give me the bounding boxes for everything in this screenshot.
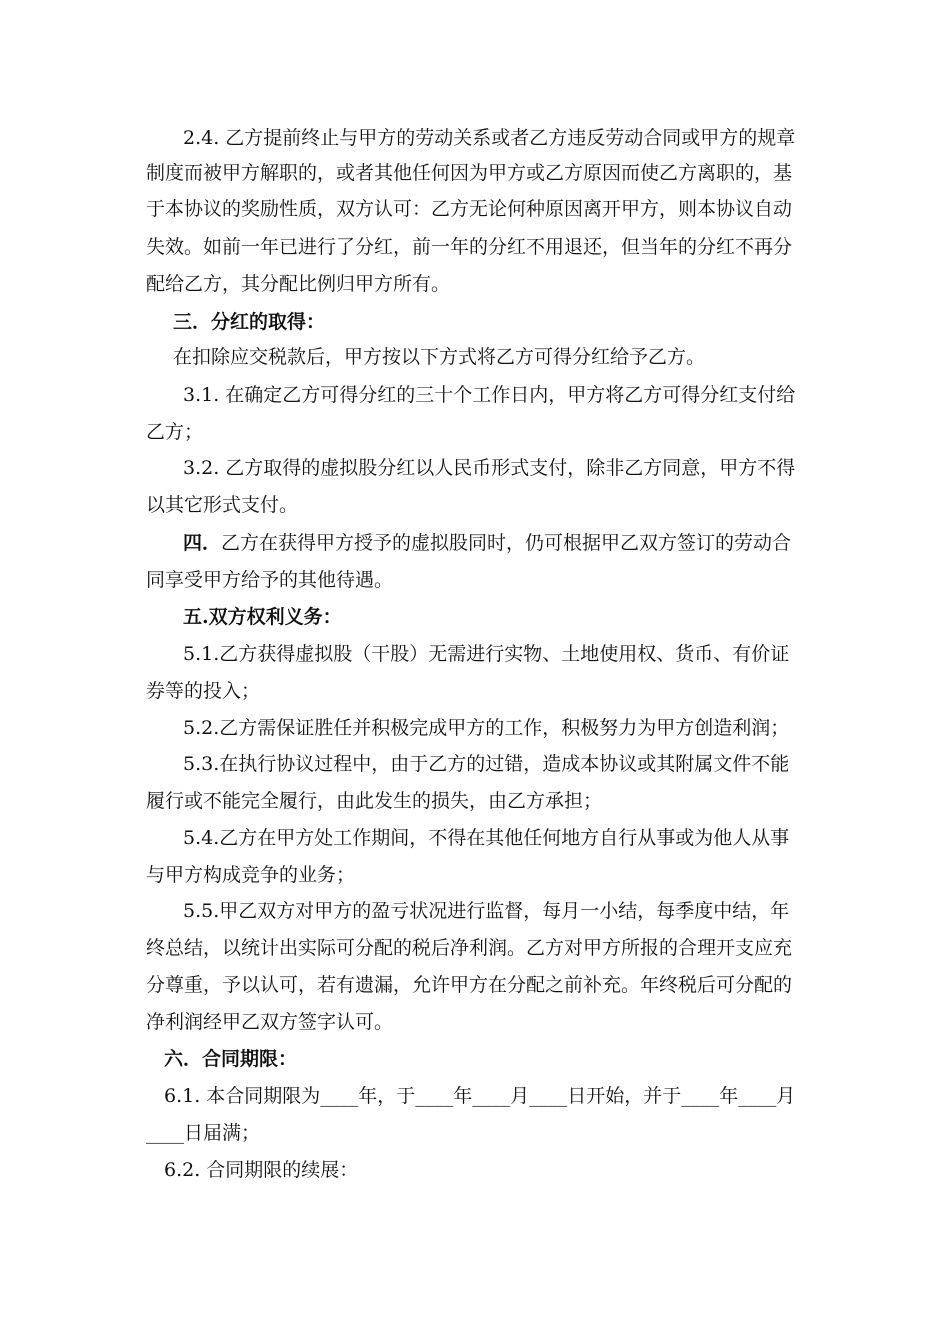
para-3-2-line-2: 以其它形式支付。 <box>146 494 299 516</box>
para-5-5-line-4: 净利润经甲乙双方签字认可。 <box>146 1011 394 1033</box>
section-heading-6: 六．合同期限： <box>164 1048 298 1070</box>
para-4-line-1-text: 乙方在获得甲方授予的虚拟股同时，仍可根据甲乙双方签订的劳动合 <box>221 532 792 554</box>
para-4-line-1 <box>183 529 791 557</box>
para-6-1-line-1: 6.1. 本合同期限为____年，于____年____月____日开始，并于____年____月 <box>164 1085 796 1107</box>
section-heading-3: 三．分红的取得： <box>173 311 326 333</box>
para-2-4-line-4: 失效。如前一年已进行了分红，前一年的分红不用退还，但当年的分红不再分 <box>146 236 793 258</box>
para-2-4-line-2: 制度而被甲方解职的，或者其他任何因为甲方或乙方原因而使乙方离职的，基 <box>146 162 793 184</box>
para-5-1-line-2: 券等的投入； <box>146 680 261 702</box>
para-6-1-line-2: ____日届满； <box>146 1122 261 1144</box>
para-5-3-line-1: 5.3.在执行协议过程中，由于乙方的过错，造成本协议或其附属文件不能 <box>183 753 790 775</box>
para-5-5-line-2: 终总结，以统计出实际可分配的税后净利润。乙方对甲方所报的合理开支应充 <box>146 937 793 959</box>
para-4-line-2: 同享受甲方给予的其他待遇。 <box>146 569 394 591</box>
para-6-2: 6.2. 合同期限的续展： <box>164 1159 359 1181</box>
para-3-intro: 在扣除应交税款后，甲方按以下方式将乙方可得分红给予乙方。 <box>173 346 706 368</box>
para-2-4-line-1: 2.4. 乙方提前终止与甲方的劳动关系或者乙方违反劳动合同或甲方的规章 <box>183 127 796 149</box>
para-5-2: 5.2.乙方需保证胜任并积极完成甲方的工作，积极努力为甲方创造利润； <box>183 717 790 739</box>
section-heading-5: 五.双方权利义务： <box>183 606 342 628</box>
section-heading-4: 四． <box>183 532 222 554</box>
para-5-4-line-1: 5.4.乙方在甲方处工作期间，不得在其他任何地方自行从事或为他人从事 <box>183 827 790 849</box>
para-5-1-line-1: 5.1.乙方获得虚拟股（干股）无需进行实物、土地使用权、货币、有价证 <box>183 643 790 665</box>
para-5-4-line-2: 与甲方构成竞争的业务； <box>146 864 356 886</box>
para-3-1-line-1: 3.1. 在确定乙方可得分红的三十个工作日内，甲方将乙方可得分红支付给 <box>183 384 796 406</box>
para-5-5-line-3: 分尊重，予以认可，若有遗漏，允许甲方在分配之前补充。年终税后可分配的 <box>146 974 793 996</box>
para-5-3-line-2: 履行或不能完全履行，由此发生的损失，由乙方承担； <box>146 790 603 812</box>
para-3-1-line-2: 乙方； <box>146 421 204 443</box>
para-5-5-line-1: 5.5.甲乙双方对甲方的盈亏状况进行监督，每月一小结，每季度中结，年 <box>183 900 790 922</box>
para-2-4-line-3: 于本协议的奖励性质，双方认可：乙方无论何种原因离开甲方，则本协议自动 <box>146 198 793 220</box>
para-3-2-line-1: 3.2. 乙方取得的虚拟股分红以人民币形式支付，除非乙方同意，甲方不得 <box>183 457 796 479</box>
para-2-4-line-5: 配给乙方，其分配比例归甲方所有。 <box>146 273 451 295</box>
